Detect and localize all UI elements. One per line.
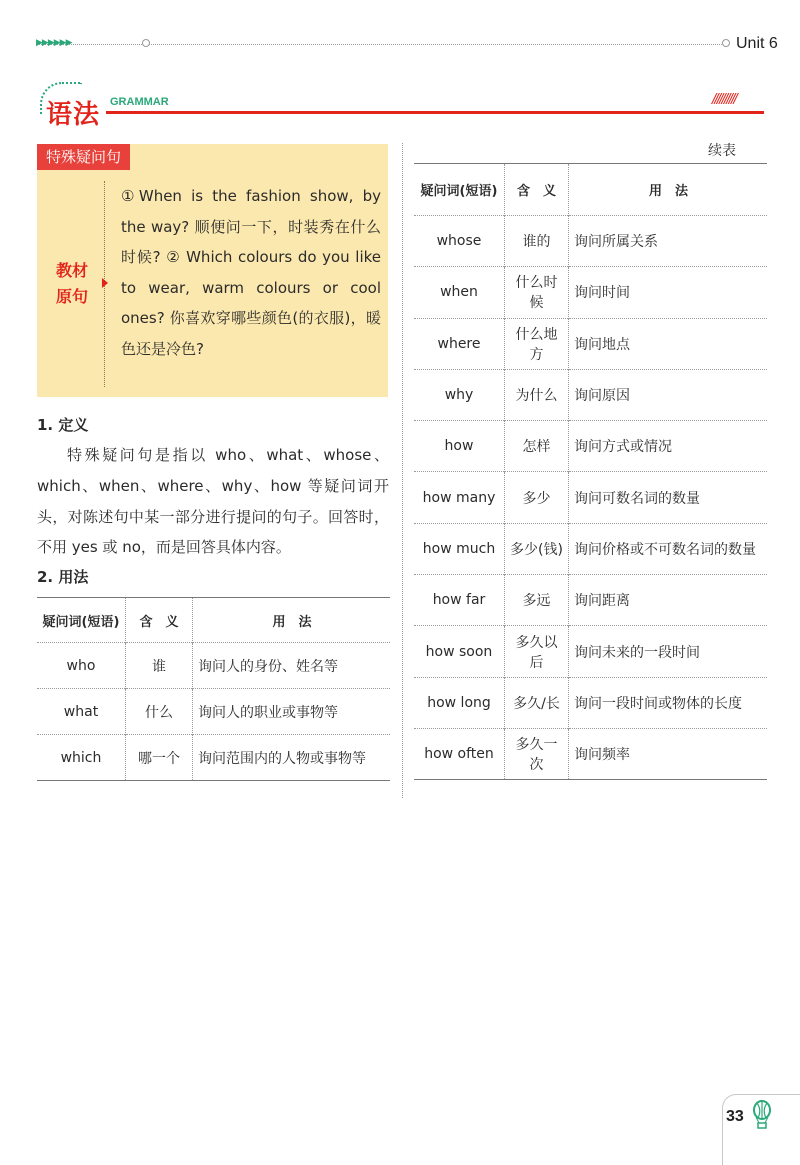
cell-usage: 询问方式或情况 [574, 439, 672, 456]
cell-usage: 询问价格或不可数名词的数量 [574, 541, 756, 558]
table-row [414, 216, 767, 267]
cell-usage: 询问范围内的人物或事物等 [198, 750, 366, 767]
header-usage: 用 法 [648, 184, 688, 199]
example-label [52, 258, 92, 310]
table-row [414, 369, 767, 420]
table-row [414, 267, 767, 318]
definition-text: 特殊疑问句是指以 who、what、whose、which、when、where、why、how 等疑问词开头，对陈述句中某一部分进行提问的句子。回答时，不用 yes 或 no，而是回答具体内容。 [37, 446, 389, 557]
cell-meaning: 什么 [126, 689, 193, 735]
cell-word: how much [414, 523, 505, 574]
cell-usage: 询问人的身份、姓名等 [198, 658, 338, 675]
table-row [414, 421, 767, 472]
table-header-row [37, 598, 390, 643]
cell-meaning: 什么时候 [505, 267, 569, 318]
cell-meaning: 多久以后 [505, 626, 569, 677]
cell-meaning: 谁 [126, 643, 193, 689]
balloon-icon [752, 1100, 772, 1130]
usage-table-left [37, 597, 390, 781]
table-header-row [414, 164, 767, 216]
header-arrows: ▶▶▶▶▶▶ [36, 38, 72, 48]
cell-usage: 询问距离 [574, 593, 630, 610]
example-arrow-icon [102, 278, 108, 288]
example-sentences: ①When is the fashion show, by the way? 顺便问一下，时装秀在什么时候? ② Which colours do you like to wear, warm colours or cool ones? 你喜欢穿哪些颜色(的衣服)，暖色还是冷色? [121, 187, 381, 358]
continued-label: 续表 [708, 143, 736, 159]
cell-word: why [414, 369, 505, 420]
cell-usage: 询问未来的一段时间 [574, 644, 700, 661]
section-title: 语法 [46, 100, 101, 130]
definition-heading: 1. 定义 [37, 416, 89, 434]
cell-meaning: 多少 [505, 472, 569, 523]
cell-word: how [414, 421, 505, 472]
cell-meaning: 多久/长 [505, 677, 569, 728]
cell-meaning: 多少(钱) [505, 523, 569, 574]
table-row [414, 523, 767, 574]
cell-word: when [414, 267, 505, 318]
cell-meaning: 多远 [505, 575, 569, 626]
unit-label: Unit 6 [736, 35, 778, 52]
cell-word: how long [414, 677, 505, 728]
table-row [414, 472, 767, 523]
example-label-line2: 原句 [55, 287, 88, 306]
cell-word: how soon [414, 626, 505, 677]
cell-usage: 询问地点 [574, 336, 630, 353]
table-row [37, 735, 390, 781]
cell-meaning: 谁的 [505, 216, 569, 267]
example-tag: 特殊疑问句 [37, 144, 130, 170]
cell-word: who [37, 643, 126, 689]
header-meaning: 含 义 [505, 164, 569, 216]
cell-word: whose [414, 216, 505, 267]
cell-word: which [37, 735, 126, 781]
cell-usage: 询问所属关系 [574, 234, 658, 251]
table-row [37, 643, 390, 689]
cell-meaning: 多久一次 [505, 728, 569, 779]
header-word: 疑问词(短语) [37, 598, 126, 643]
header-circle-left [142, 39, 150, 47]
usage-heading: 2. 用法 [37, 568, 89, 586]
cell-word: how often [414, 728, 505, 779]
table-row [37, 689, 390, 735]
cell-usage: 询问时间 [574, 285, 630, 302]
cell-meaning: 怎样 [505, 421, 569, 472]
table-row [414, 318, 767, 369]
header-word: 疑问词(短语) [414, 164, 505, 216]
table-row [414, 626, 767, 677]
table-row [414, 575, 767, 626]
cell-word: what [37, 689, 126, 735]
cell-word: how many [414, 472, 505, 523]
section-subtitle: GRAMMAR [110, 96, 169, 108]
section-rule [106, 111, 764, 114]
column-divider [402, 143, 403, 798]
header-usage: 用 法 [272, 614, 312, 630]
cell-word: how far [414, 575, 505, 626]
cell-usage: 询问一段时间或物体的长度 [574, 695, 742, 712]
cell-usage: 询问原因 [574, 388, 630, 405]
cell-meaning: 哪一个 [126, 735, 193, 781]
header-circle-right [722, 39, 730, 47]
page-number: 33 [726, 1108, 744, 1125]
cell-meaning: 为什么 [505, 369, 569, 420]
header-dotted-line [36, 44, 726, 45]
header-meaning: 含 义 [126, 598, 193, 643]
cell-usage: 询问人的职业或事物等 [198, 704, 338, 721]
table-row [414, 677, 767, 728]
cell-usage: 询问可数名词的数量 [574, 490, 700, 507]
cell-usage: 询问频率 [574, 747, 630, 764]
usage-table-right [414, 163, 767, 780]
table-row [414, 728, 767, 779]
section-hatch: ////////// [712, 92, 736, 107]
cell-meaning: 什么地方 [505, 318, 569, 369]
cell-word: where [414, 318, 505, 369]
example-label-line1: 教材 [55, 261, 88, 280]
